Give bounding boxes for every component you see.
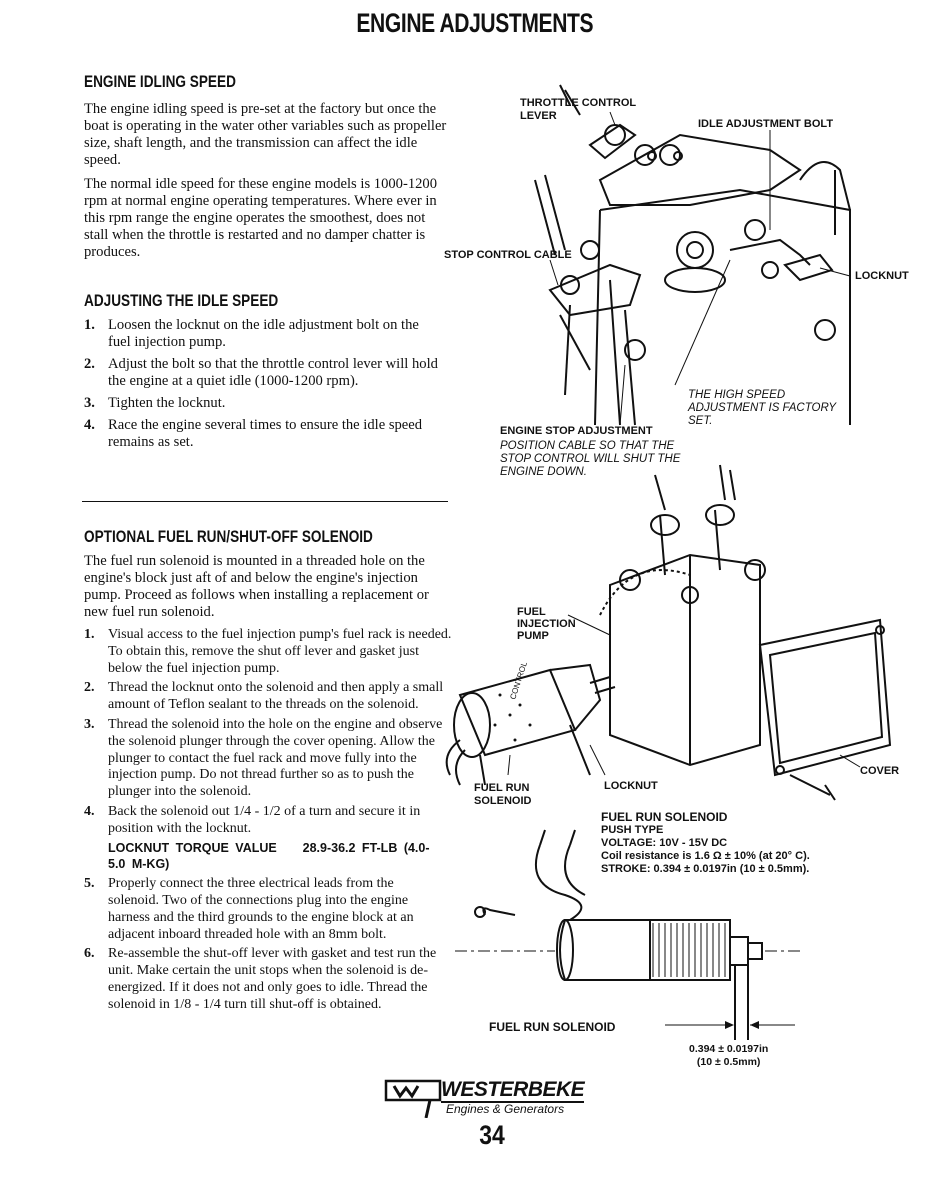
page-title: ENGINE ADJUSTMENTS	[356, 8, 594, 38]
label-solenoid-caption: FUEL RUN SOLENOID	[489, 1020, 616, 1034]
solenoid-heading: OPTIONAL FUEL RUN/SHUT-OFF SOLENOID	[84, 527, 373, 546]
spec-resistance: Coil resistance is 1.6 Ω ± 10% (at 20° C).	[601, 850, 810, 862]
westerbeke-logo	[384, 1078, 584, 1118]
spec-title: FUEL RUN SOLENOID	[601, 810, 728, 824]
list-item: 1. Visual access to the fuel injection pump's fuel rack is needed. To obtain this, remove the shut off lever and gasket just below the fuel injection pump.	[84, 627, 452, 676]
label-locknut-2: LOCKNUT	[604, 780, 658, 792]
label-fuel-run-solenoid: FUEL RUN SOLENOID	[474, 782, 532, 807]
label-idle-bolt: IDLE ADJUSTMENT BOLT	[698, 118, 834, 130]
spec-stroke: STROKE: 0.394 ± 0.0197in (10 ± 0.5mm).	[601, 863, 810, 875]
list-item: 2. Adjust the bolt so that the throttle control lever will hold the engine at a quiet idle (1000-1200 rpm).	[84, 356, 438, 389]
logo-brand: WESTERBEKE	[441, 1078, 585, 1101]
logo-subtitle: Engines & Generators	[446, 1102, 565, 1116]
idling-paragraph-1: The engine idling speed is pre-set at the factory but once the boat is operating in the water other variables such as propeller size, shaft length, and the transmission can affect the idle speed.	[84, 101, 447, 168]
list-item: 6. Re-assemble the shut-off lever with gasket and test run the unit. Make certain the unit stops when the solenoid is de-energized. If it does not and only goes to idle. Thread the solenoid in 1/8 - 1/4 turn till shut-off is obtained.	[84, 946, 437, 1012]
list-item: 4. Back the solenoid out 1/4 - 1/2 of a turn and secure it in position with the locknut. LOCKNUT TORQUE VALUE 28.9-36.2 FT-LB (4.0-5.0 M-KG)	[84, 804, 456, 873]
solenoid-installation-illustration	[440, 455, 910, 815]
section-divider	[82, 501, 448, 502]
solenoid-intro: The fuel run solenoid is mounted in a threaded hole on the engine's block just aft of and below the engine's injection pump. Proceed as follows when installing a replacement or new fuel run solenoid.	[84, 553, 429, 620]
label-throttle-lever: THROTTLE CONTROL LEVER	[520, 97, 637, 122]
spec-type: PUSH TYPE	[601, 824, 664, 836]
label-stop-cable: STOP CONTROL CABLE	[444, 249, 572, 261]
logo-mark-icon	[384, 1078, 444, 1118]
list-item: 3. Thread the solenoid into the hole on the engine and observe the solenoid plunger through the cover opening. Allow the plunger to contact the fuel rack and move fully into the injection pump. Do not thread further so as to push the plunger into the solenoid.	[84, 716, 443, 800]
label-stop-note: POSITION CABLE SO THAT THE STOP CONTROL WILL SHUT THE ENGINE DOWN.	[500, 440, 681, 478]
label-cover: COVER	[860, 765, 900, 777]
list-item: 5. Properly connect the three electrical leads from the solenoid. Two of the connections plug into the engine harness and the third grounds to the engine block at an adjacent inboard threaded hole with an 8mm bolt.	[84, 876, 414, 942]
page-number: 34	[479, 1120, 505, 1150]
label-stop-adjustment: ENGINE STOP ADJUSTMENT	[500, 425, 653, 437]
list-item: 2. Thread the locknut onto the solenoid and then apply a small amount of Teflon sealant to the threads on the solenoid.	[84, 680, 444, 713]
label-locknut-1: LOCKNUT	[855, 270, 909, 282]
list-item: 3. Tighten the locknut.	[84, 395, 226, 411]
adjusting-heading: ADJUSTING THE IDLE SPEED	[84, 291, 279, 310]
torque-spec: LOCKNUT TORQUE VALUE 28.9-36.2 FT-LB (4.0-5.0 M-KG)	[108, 840, 430, 872]
idling-paragraph-2: The normal idle speed for these engine models is 1000-1200 rpm at normal engine operating temperatures. Where ever in this rpm range the engine operates the smoothest, does not stall when the throttle is restarted and no damper chatter is produces.	[84, 176, 438, 260]
solenoid-marking: CONTROL	[508, 660, 529, 701]
label-injection-pump: FUEL INJECTION PUMP	[517, 606, 576, 642]
idling-heading: ENGINE IDLING SPEED	[84, 72, 236, 91]
label-stroke-dimension: 0.394 ± 0.0197in (10 ± 0.5mm)	[689, 1043, 769, 1068]
solenoid-dimension-illustration	[455, 825, 805, 1040]
list-item: 1. Loosen the locknut on the idle adjustment bolt on the fuel injection pump.	[84, 317, 419, 350]
adjusting-steps	[84, 317, 439, 451]
solenoid-steps	[84, 627, 456, 1014]
spec-voltage: VOLTAGE: 10V - 15V DC	[601, 837, 728, 849]
list-item: 4. Race the engine several times to ensure the idle speed remains as set.	[84, 417, 423, 450]
label-high-speed: THE HIGH SPEED ADJUSTMENT IS FACTORY SET.	[688, 389, 837, 427]
